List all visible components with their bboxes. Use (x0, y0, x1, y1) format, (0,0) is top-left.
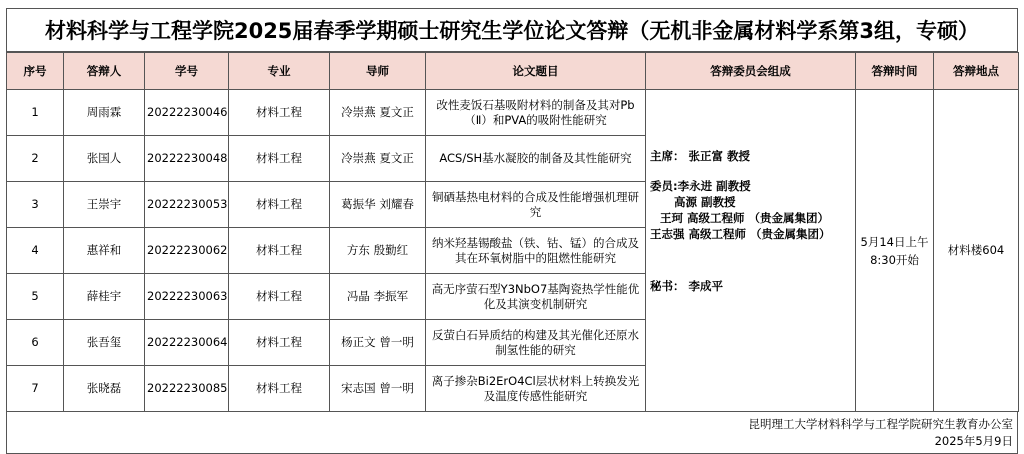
cell-student: 周雨霖 (64, 90, 145, 136)
committee-member-2: 高源 副教授 (674, 195, 736, 209)
cell-major: 材料工程 (229, 136, 330, 182)
cell-topic: 反萤白石异质结的构建及其光催化还原水制氢性能的研究 (426, 320, 646, 366)
cell-advisor: 葛振华 刘耀春 (330, 182, 426, 228)
header-advisor: 导师 (330, 53, 426, 90)
committee-cell (646, 90, 856, 412)
cell-student: 张晓磊 (64, 366, 145, 412)
table-row (7, 90, 1019, 136)
committee-member-3: 王珂 高级工程师 （贵金属集团） (660, 211, 830, 225)
cell-advisor: 方东 殷勤红 (330, 228, 426, 274)
footer (6, 412, 1018, 454)
cell-no: 7 (7, 366, 64, 412)
defense-time-line2: 8:30开始 (870, 252, 919, 267)
cell-no: 1 (7, 90, 64, 136)
cell-id: 20222230062 (145, 228, 229, 274)
cell-id: 20222230046 (145, 90, 229, 136)
header-time: 答辩时间 (856, 53, 934, 90)
cell-topic: 离子掺杂Bi2ErO4Cl层状材料上转换发光及温度传感性能研究 (426, 366, 646, 412)
committee-chair: 主席： 张正富 教授 (650, 149, 751, 163)
cell-topic: 高无序萤石型Y3NbO7基陶瓷热学性能优化及其演变机制研究 (426, 274, 646, 320)
defense-time-cell (856, 90, 934, 412)
cell-advisor: 宋志国 曾一明 (330, 366, 426, 412)
cell-advisor: 冯晶 李振军 (330, 274, 426, 320)
cell-id: 20222230053 (145, 182, 229, 228)
cell-student: 张国人 (64, 136, 145, 182)
cell-student: 张吾玺 (64, 320, 145, 366)
cell-no: 5 (7, 274, 64, 320)
cell-no: 3 (7, 182, 64, 228)
cell-topic: 铜硒基热电材料的合成及性能增强机理研究 (426, 182, 646, 228)
cell-major: 材料工程 (229, 182, 330, 228)
cell-major: 材料工程 (229, 320, 330, 366)
defense-schedule-sheet (6, 8, 1018, 448)
cell-topic: 改性麦饭石基吸附材料的制备及其对Pb（Ⅱ）和PVA的吸附性能研究 (426, 90, 646, 136)
header-topic: 论文题目 (426, 53, 646, 90)
cell-no: 2 (7, 136, 64, 182)
footer-date: 2025年5月9日 (934, 434, 1013, 448)
committee-member-4: 王志强 高级工程师 （贵金属集团） (650, 227, 831, 241)
cell-id: 20222230085 (145, 366, 229, 412)
cell-id: 20222230048 (145, 136, 229, 182)
header-no: 序号 (7, 53, 64, 90)
cell-major: 材料工程 (229, 90, 330, 136)
cell-advisor: 冷崇燕 夏文正 (330, 136, 426, 182)
cell-student: 惠祥和 (64, 228, 145, 274)
cell-id: 20222230063 (145, 274, 229, 320)
footer-office: 昆明理工大学材料科学与工程学院研究生教育办公室 (748, 417, 1013, 431)
cell-no: 6 (7, 320, 64, 366)
cell-topic: 纳米羟基锡酸盐（铁、钴、锰）的合成及其在环氧树脂中的阻燃性能研究 (426, 228, 646, 274)
table-header-row (7, 53, 1019, 90)
cell-advisor: 冷崇燕 夏文正 (330, 90, 426, 136)
page-title: 材料科学与工程学院2025届春季学期硕士研究生学位论文答辩（无机非金属材料学系第3组，专硕） (6, 8, 1018, 52)
cell-student: 王崇宇 (64, 182, 145, 228)
cell-major: 材料工程 (229, 274, 330, 320)
cell-student: 薛桂宇 (64, 274, 145, 320)
cell-major: 材料工程 (229, 366, 330, 412)
header-id: 学号 (145, 53, 229, 90)
committee-secretary: 秘书： 李成平 (650, 279, 724, 293)
cell-id: 20222230064 (145, 320, 229, 366)
defense-time-line1: 5月14日上午 (860, 234, 929, 249)
cell-topic: ACS/SH基水凝胶的制备及其性能研究 (426, 136, 646, 182)
header-student: 答辩人 (64, 53, 145, 90)
cell-no: 4 (7, 228, 64, 274)
header-location: 答辩地点 (934, 53, 1019, 90)
committee-member-1: 委员:李永进 副教授 (650, 179, 751, 193)
cell-major: 材料工程 (229, 228, 330, 274)
header-major: 专业 (229, 53, 330, 90)
header-committee: 答辩委员会组成 (646, 53, 856, 90)
schedule-table (6, 52, 1019, 412)
defense-location-cell: 材料楼604 (934, 90, 1019, 412)
cell-advisor: 杨正文 曾一明 (330, 320, 426, 366)
